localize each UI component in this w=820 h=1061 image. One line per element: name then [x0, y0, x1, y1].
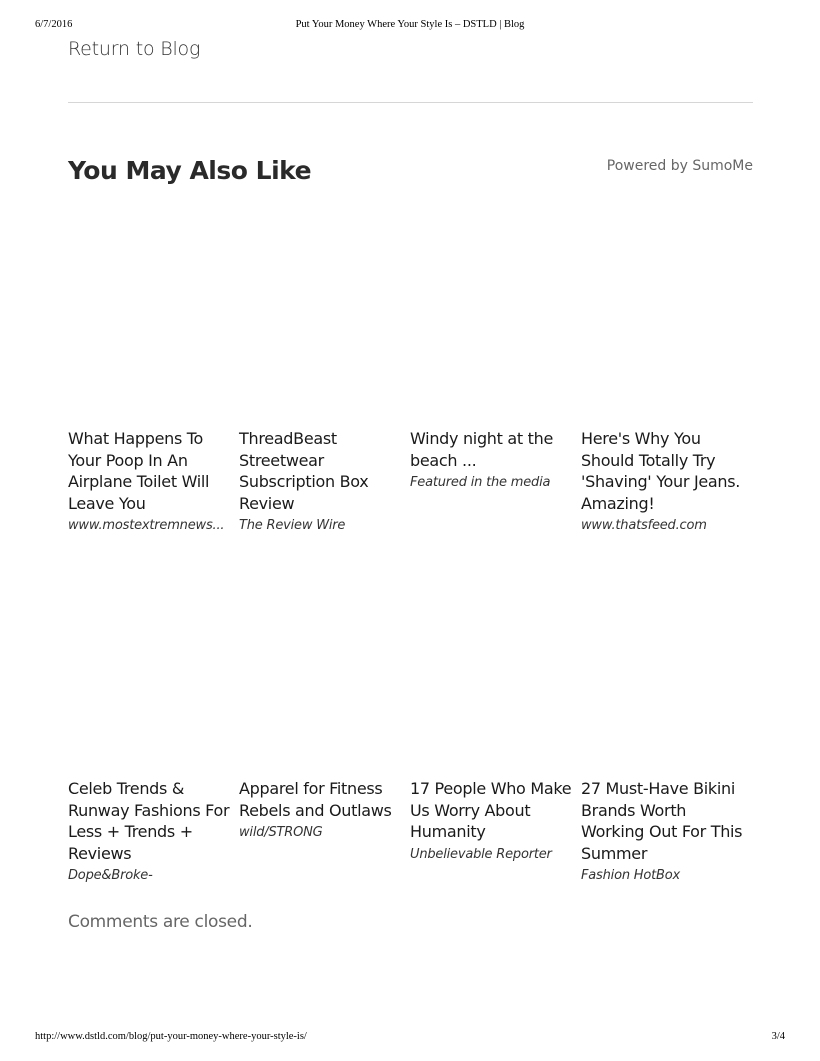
related-post-card[interactable] [239, 428, 404, 533]
related-post-card[interactable] [68, 778, 233, 883]
print-header [0, 19, 820, 33]
related-post-source: wild/STRONG [239, 825, 323, 840]
related-post-title[interactable]: Apparel for Fitness Rebels and Outlaws [239, 779, 392, 820]
print-footer [0, 1031, 820, 1045]
related-post-source: The Review Wire [239, 518, 346, 533]
related-post-card[interactable] [410, 778, 575, 862]
related-post-source: Dope&Broke- [68, 868, 153, 883]
related-post-title[interactable]: ThreadBeast Streetwear Subscription Box Review [239, 429, 369, 513]
divider [68, 102, 753, 103]
related-post-source: www.thatsfeed.com [581, 518, 707, 533]
print-url: http://www.dstld.com/blog/put-your-money-where-your-style-is/ [35, 1031, 307, 1042]
related-post-title[interactable]: Windy night at the beach ... [410, 429, 554, 470]
related-post-card[interactable] [581, 428, 746, 533]
related-post-source: www.mostextremnews... [68, 518, 225, 533]
print-date: 6/7/2016 [35, 19, 73, 30]
powered-by-link[interactable]: Powered by SumoMe [606, 158, 753, 174]
related-post-source: Fashion HotBox [581, 868, 680, 883]
related-post-card[interactable] [581, 778, 746, 883]
related-post-title[interactable]: Celeb Trends & Runway Fashions For Less + Trends + Reviews [68, 779, 230, 863]
related-post-title[interactable]: 17 People Who Make Us Worry About Humanity [410, 779, 572, 841]
related-post-card[interactable] [68, 428, 233, 533]
related-post-title[interactable]: Here's Why You Should Totally Try 'Shaving' Your Jeans. Amazing! [581, 429, 741, 513]
related-post-title[interactable]: 27 Must-Have Bikini Brands Worth Working Out For This Summer [581, 779, 743, 863]
print-page-title: Put Your Money Where Your Style Is – DSTLD | Blog [295, 19, 525, 30]
print-page-number: 3/4 [771, 1031, 785, 1042]
related-posts-heading: You May Also Like [68, 156, 312, 185]
related-post-source: Unbelievable Reporter [410, 846, 552, 862]
comments-closed-notice: Comments are closed. [68, 912, 253, 932]
return-to-blog-link[interactable]: Return to Blog [68, 38, 201, 60]
related-post-card[interactable] [239, 778, 404, 840]
related-post-card[interactable] [410, 428, 575, 490]
related-post-source: Featured in the media [410, 475, 551, 490]
related-post-title[interactable]: What Happens To Your Poop In An Airplane Toilet Will Leave You [68, 429, 210, 513]
